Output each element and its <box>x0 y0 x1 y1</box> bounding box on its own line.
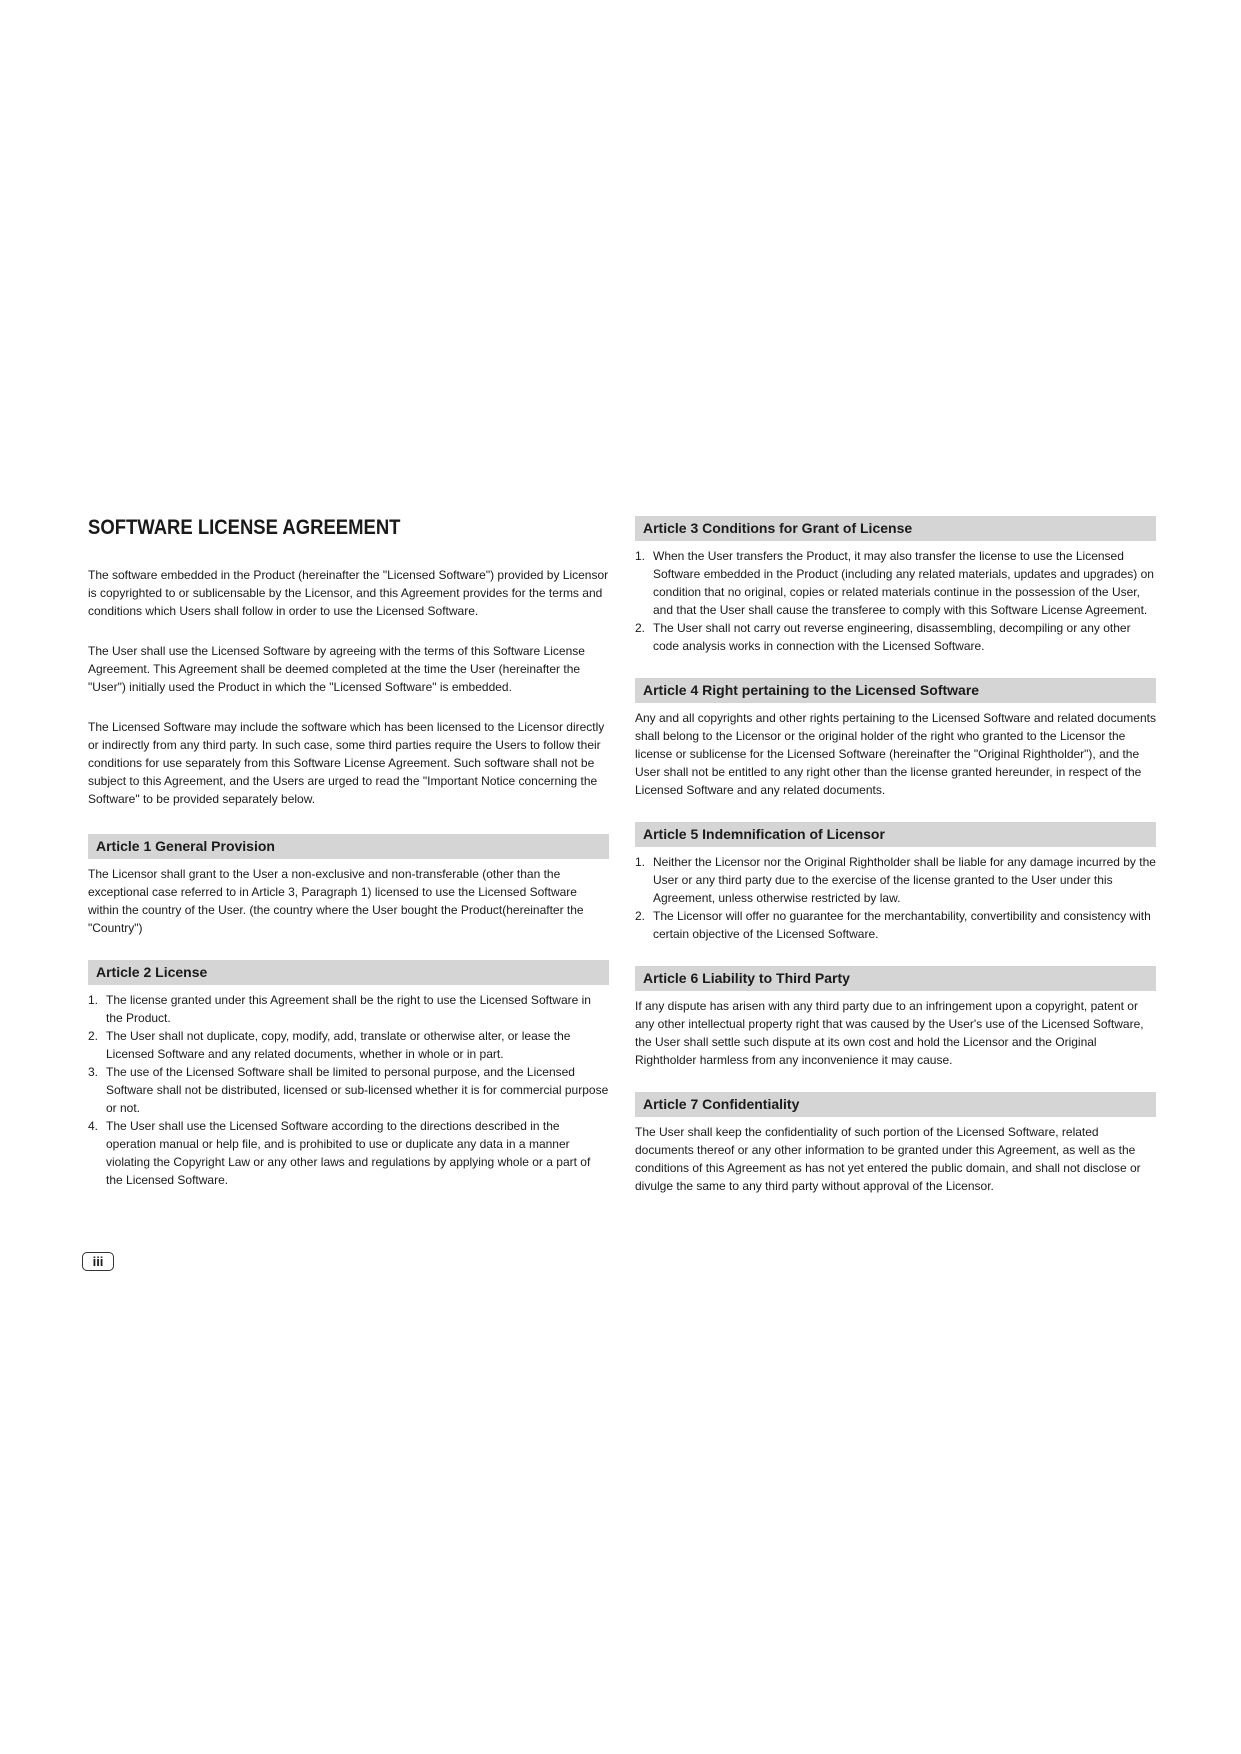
article-3-heading: Article 3 Conditions for Grant of License <box>635 516 1156 541</box>
list-item <box>88 1063 609 1117</box>
intro-paragraph-1: The software embedded in the Product (hereinafter the "Licensed Software") provided by Licensor is copyrighted to or sublicensable by the Licensor, and this Agreement provides for the terms and conditions which Users shall follow in order to use the Licensed Software. <box>88 568 609 618</box>
article-6 <box>635 966 1156 1069</box>
article-2-heading: Article 2 License <box>88 960 609 985</box>
article-7-text: The User shall keep the confidentiality of such portion of the Licensed Software, related documents thereof or any other information to be granted under this Agreement, as well as the conditions of this Agreement as has not yet entered the public domain, and shall not disclose or divulge the same to any third party without approval of the Licensor. <box>635 1125 1141 1193</box>
article-3 <box>635 516 1156 655</box>
list-item <box>88 1027 609 1063</box>
list-item <box>635 853 1156 907</box>
list-number: 2. <box>88 1029 99 1043</box>
article-4-text: Any and all copyrights and other rights pertaining to the Licensed Software and related documents shall belong to the Licensor or the original holder of the right who granted to the Licensor the license or sublicense for the Licensed Software (hereinafter the "Original Rightholder"), and the User shall not be entitled to any right other than the license granted hereunder, in respect of the Licensed Software and any related documents. <box>635 711 1156 797</box>
article-7 <box>635 1092 1156 1195</box>
list-text: The User shall not carry out reverse engineering, disassembling, decompiling or any other code analysis works in connection with the Licensed Software. <box>653 621 1131 653</box>
left-column <box>88 516 609 1212</box>
list-item <box>88 991 609 1027</box>
list-text: The User shall use the Licensed Software according to the directions described in the operation manual or help file, and is prohibited to use or duplicate any data in a manner violating the Copyright Law or any other laws and regulations by applying whole or a part of the Licensed Software. <box>106 1119 591 1187</box>
list-number: 2. <box>635 909 646 923</box>
list-number: 2. <box>635 621 646 635</box>
article-1-heading: Article 1 General Provision <box>88 834 609 859</box>
page-title: SOFTWARE LICENSE AGREEMENT <box>88 516 401 539</box>
document-page <box>88 516 1156 1218</box>
list-number: 3. <box>88 1065 99 1079</box>
list-item <box>635 907 1156 943</box>
list-text: The use of the Licensed Software shall be limited to personal purpose, and the Licensed Software shall not be distributed, licensed or sub-licensed whether it is for commercial purpose or not. <box>106 1065 609 1115</box>
list-number: 4. <box>88 1119 99 1133</box>
list-text: The license granted under this Agreement shall be the right to use the Licensed Software in the Product. <box>106 993 591 1025</box>
article-1 <box>88 834 609 937</box>
article-6-heading: Article 6 Liability to Third Party <box>635 966 1156 991</box>
article-5 <box>635 822 1156 943</box>
list-number: 1. <box>635 855 646 869</box>
article-7-heading: Article 7 Confidentiality <box>635 1092 1156 1117</box>
list-text: When the User transfers the Product, it may also transfer the license to use the Licensed Software embedded in the Product (including any related materials, updates and upgrades) on condition that no original, copies or related materials continue in the possession of the User, and that the User shall cause the transferee to comply with this Software License Agreement. <box>653 549 1154 617</box>
list-item <box>88 1117 609 1189</box>
article-4-heading: Article 4 Right pertaining to the Licensed Software <box>635 678 1156 703</box>
article-1-text: The Licensor shall grant to the User a non-exclusive and non-transferable (other than the exceptional case referred to in Article 3, Paragraph 1) licensed to use the Licensed Software within the country of the User. (the country where the User bought the Product(hereinafter the "Country") <box>88 867 584 935</box>
list-number: 1. <box>635 549 646 563</box>
article-2 <box>88 960 609 1189</box>
list-item <box>635 619 1156 655</box>
intro-paragraph-3: The Licensed Software may include the software which has been licensed to the Licensor directly or indirectly from any third party. In such case, some third parties require the Users to follow their conditions for use separately from this Software License Agreement. Such software shall not be subject to this Agreement, and the Users are urged to read the "Important Notice concerning the Software" to be provided separately below. <box>88 720 605 806</box>
intro-paragraph-2: The User shall use the Licensed Software by agreeing with the terms of this Software License Agreement. This Agreement shall be deemed completed at the time the User (hereinafter the "User") initially used the Product in which the "Licensed Software" is embedded. <box>88 644 585 694</box>
article-2-list <box>88 991 609 1189</box>
list-text: The Licensor will offer no guarantee for the merchantability, convertibility and consistency with certain objective of the Licensed Software. <box>653 909 1151 941</box>
list-item <box>635 547 1156 619</box>
list-text: Neither the Licensor nor the Original Rightholder shall be liable for any damage incurred by the User or any third party due to the exercise of the license granted to the User under this Agreement, unless otherwise restricted by law. <box>653 855 1156 905</box>
list-text: The User shall not duplicate, copy, modify, add, translate or otherwise alter, or lease the Licensed Software and any related documents, whether in whole or in part. <box>106 1029 571 1061</box>
list-number: 1. <box>88 993 99 1007</box>
article-5-heading: Article 5 Indemnification of Licensor <box>635 822 1156 847</box>
article-6-text: If any dispute has arisen with any third party due to an infringement upon a copyright, patent or any other intellectual property right that was caused by the User's use of the Licensed Software, the User shall settle such dispute at its own cost and hold the Licensor and the Original Rightholder harmless from any inconvenience it may cause. <box>635 999 1144 1067</box>
article-5-list <box>635 853 1156 943</box>
article-4 <box>635 678 1156 799</box>
page-number: iii <box>82 1252 114 1271</box>
article-3-list <box>635 547 1156 655</box>
right-column <box>635 516 1156 1218</box>
